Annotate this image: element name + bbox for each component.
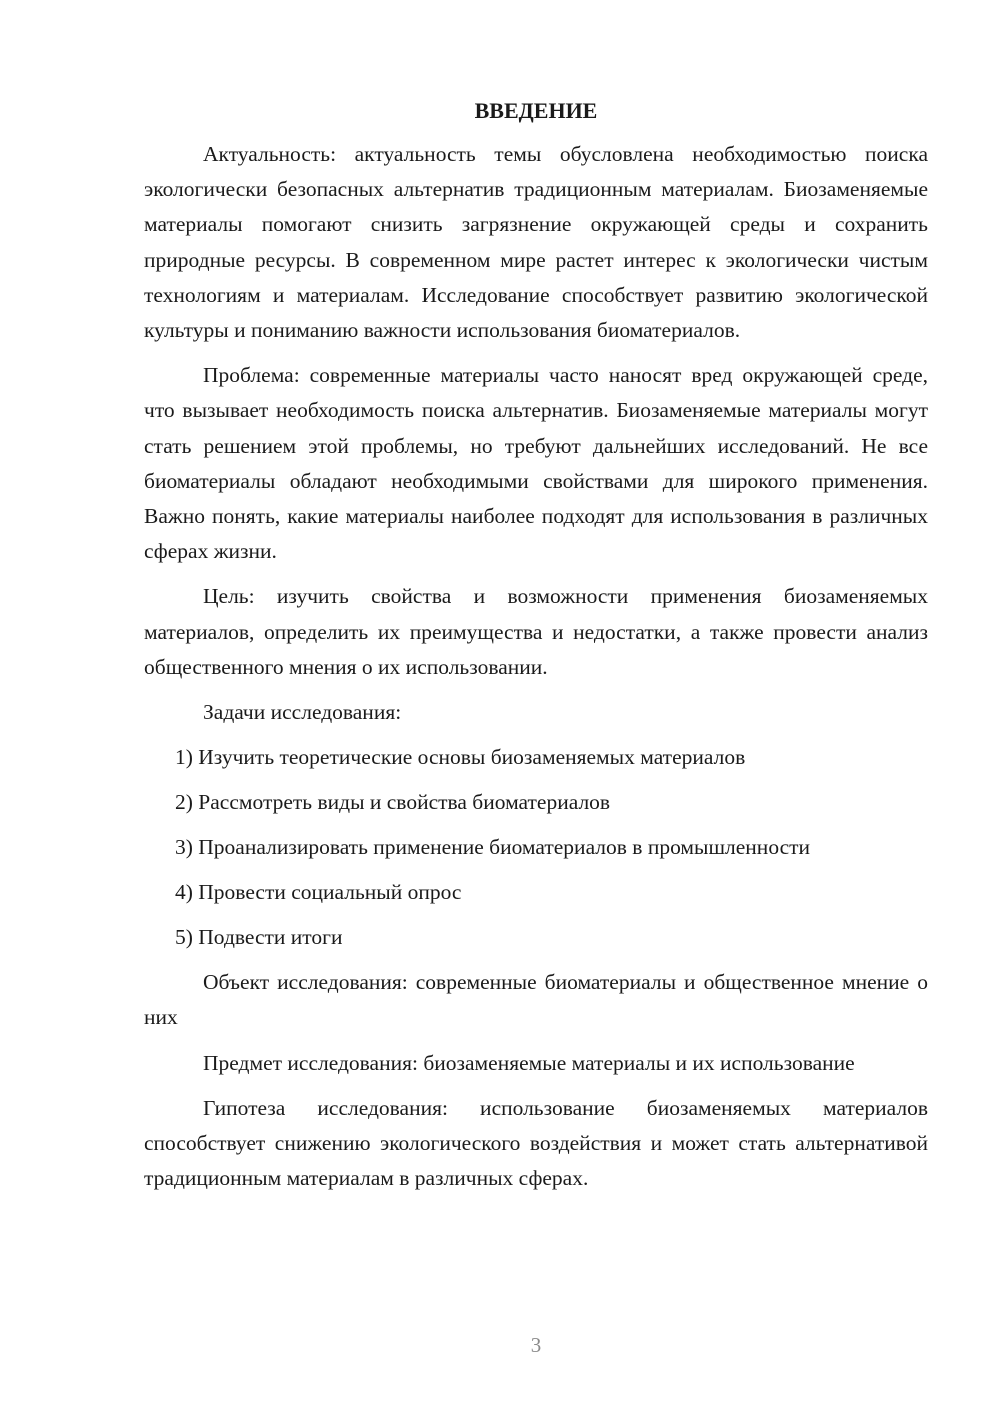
hypothesis-paragraph: Гипотеза исследования: использование биозаменяемых материалов способствует снижению экологического воздействия и может стать альтернативой традиционным материалам в различных сферах. [144, 1095, 928, 1191]
subject-paragraph: Предмет исследования: биозаменяемые материалы и их использование [203, 1050, 855, 1075]
task-item: 5) Подвести итоги [175, 925, 343, 950]
goal-paragraph: Цель: изучить свойства и возможности применения биозаменяемых материалов, определить их преимущества и недостатки, а также провести анализ общественного мнения о их использовании. [144, 584, 928, 679]
task-item: 1) Изучить теоретические основы биозаменяемых материалов [175, 745, 746, 770]
page-title: ВВЕДЕНИЕ [474, 98, 598, 123]
tasks-list [144, 740, 928, 955]
task-item: 2) Рассмотреть виды и свойства биоматериалов [175, 790, 611, 815]
page-number: 3 [530, 1333, 542, 1357]
tasks-label: Задачи исследования: [203, 700, 402, 725]
document-page [144, 95, 928, 1196]
problem-paragraph: Проблема: современные материалы часто наносят вред окружающей среде, что вызывает необходимость поиска альтернатив. Биозаменяемые материалы могут стать решением этой проблемы, но требуют дальнейших исследований. Не все биоматериалы обладают необходимыми свойствами для широкого применения. Важно понять, какие материалы наиболее подходят для использования в различных сферах жизни. [144, 363, 928, 564]
task-item: 3) Проанализировать применение биоматериалов в промышленности [175, 835, 811, 860]
object-paragraph: Объект исследования: современные биоматериалы и общественное мнение о них [144, 970, 928, 1030]
relevance-paragraph: Актуальность: актуальность темы обусловлена необходимостью поиска экологически безопасных альтернатив традиционным материалам. Биозаменяемые материалы помогают снизить загрязнение окружающей среды и сохранить природные ресурсы. В современном мире растет интерес к экологически чистым технологиям и материалам. Исследование способствует развитию экологической культуры и пониманию важности использования биоматериалов. [144, 142, 928, 343]
task-item: 4) Провести социальный опрос [175, 880, 462, 905]
